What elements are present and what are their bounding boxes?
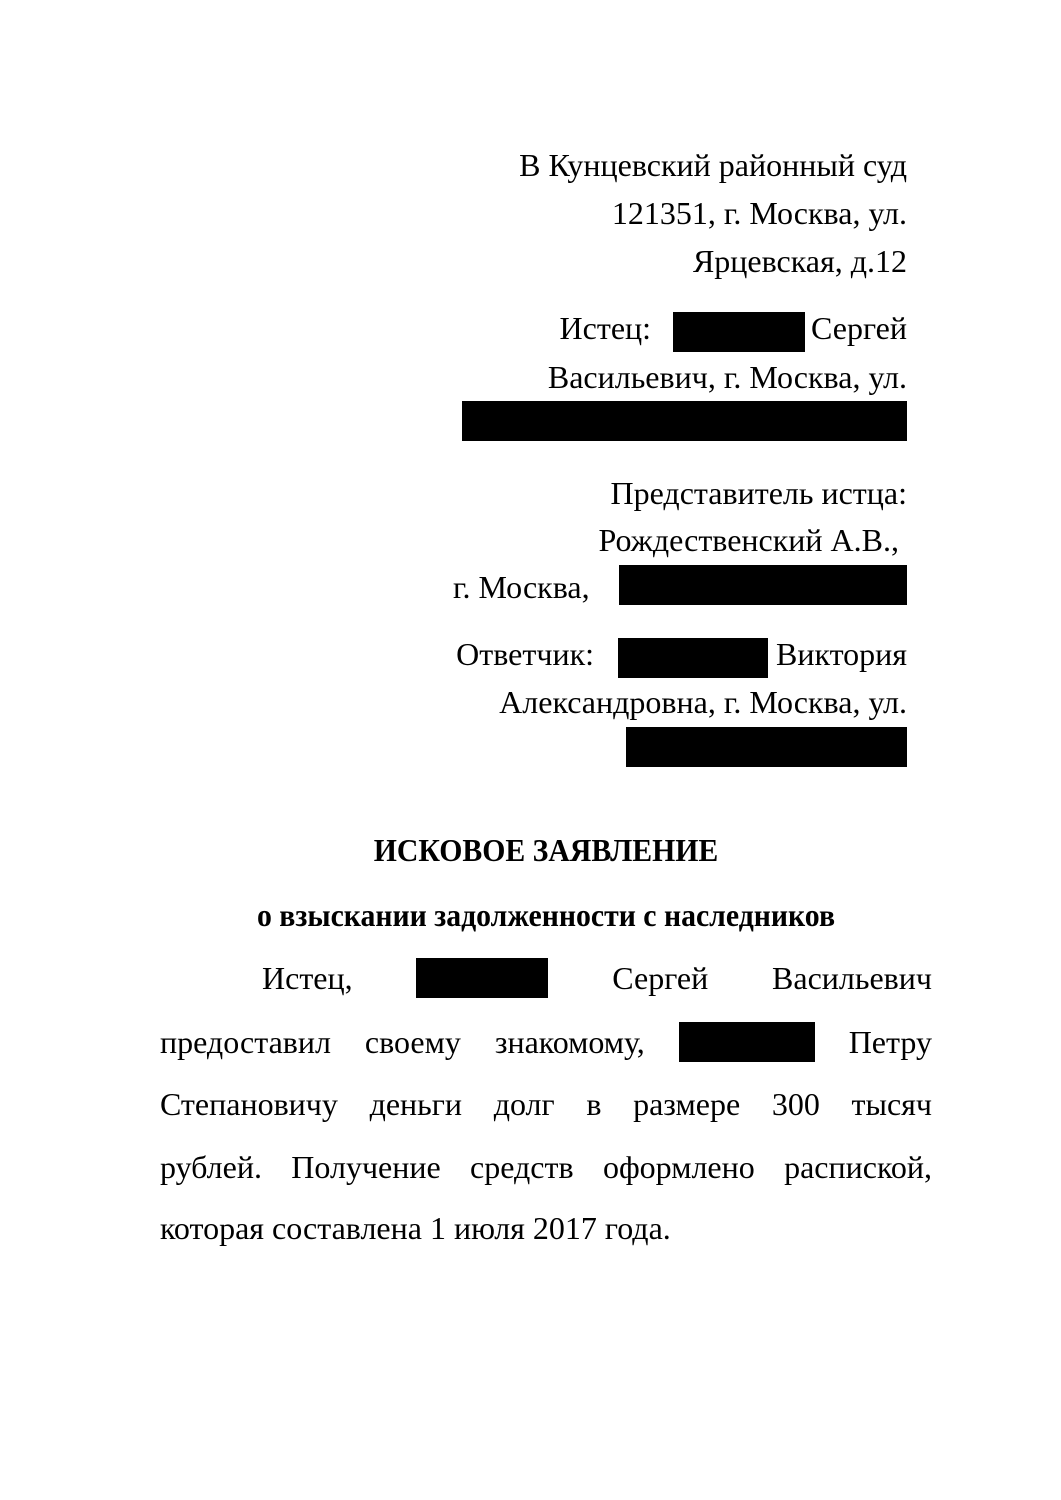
redacted-surname [679, 1022, 815, 1062]
redacted-defendant-address [626, 727, 907, 767]
defendant-label: Ответчик: [456, 636, 594, 672]
defendant-line [456, 634, 907, 678]
plaintiff-label: Истец: [559, 310, 652, 346]
redacted-representative-address [619, 565, 907, 605]
plaintiff-address-line: Васильевич, г. Москва, ул. [547, 359, 907, 395]
redacted-surname [673, 312, 805, 352]
court-address-line1: 121351, г. Москва, ул. [611, 195, 907, 231]
plaintiff-first-name: Сергей [811, 310, 907, 346]
court-name: В Кунцевский районный суд [519, 147, 907, 183]
plaintiff-line [560, 308, 907, 352]
representative-name: Рождественский А.В., [598, 522, 899, 558]
defendant-address-line: Александровна, г. Москва, ул. [499, 684, 907, 720]
redacted-surname [416, 958, 548, 998]
representative-label: Представитель истца: [610, 475, 907, 511]
document-subtitle: о взыскании задолженности с наследников [256, 897, 836, 933]
redacted-plaintiff-address [462, 401, 907, 441]
body-line-5: которая составлена 1 июля 2017 года. [160, 1210, 671, 1246]
document-title: ИСКОВОЕ ЗАЯВЛЕНИЕ [373, 832, 719, 868]
redacted-surname [618, 638, 768, 678]
body-line-4: рублей. Получение средств оформлено распиской, [160, 1149, 932, 1185]
body-line-2: предоставил своему знакомому, Петру [160, 1024, 932, 1060]
court-address-line2: Ярцевская, д.12 [692, 243, 907, 279]
representative-city: г. Москва, [453, 569, 590, 605]
body-line-1: Истец, Сергей Васильевич [262, 960, 932, 996]
defendant-first-name: Виктория [776, 636, 907, 672]
body-line-3: Степановичу деньги долг в размере 300 тысяч [160, 1086, 932, 1122]
